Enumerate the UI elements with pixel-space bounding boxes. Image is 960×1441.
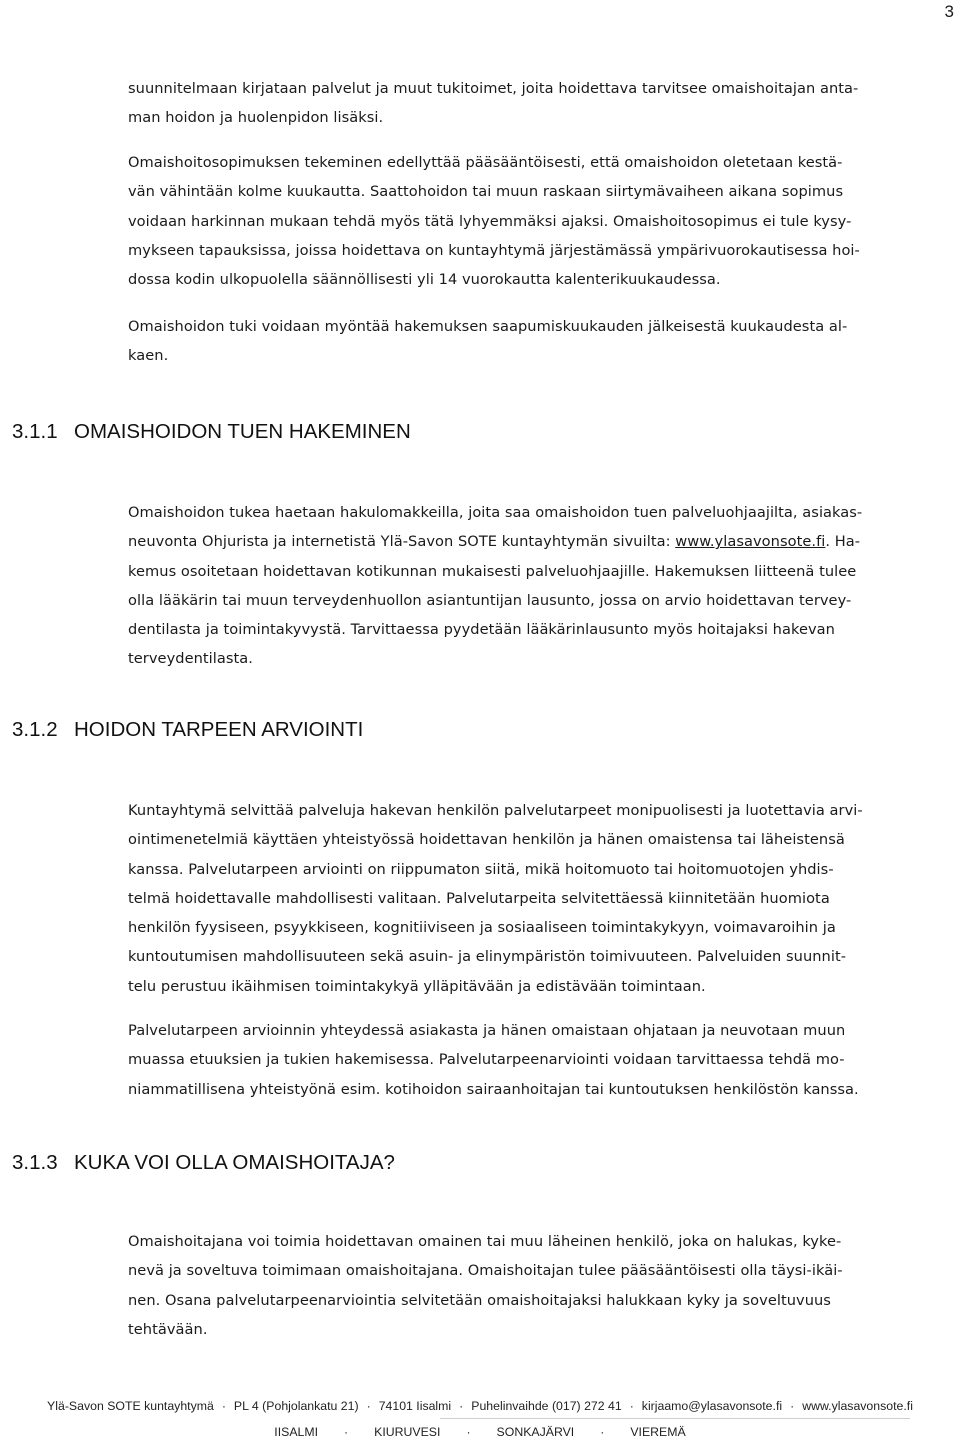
footer-address: PL 4 (Pohjolankatu 21) [233,1399,359,1413]
footer-phone: Puhelinvaihde (017) 272 41 [471,1399,622,1413]
text-line-with-link [128,527,936,556]
text-line: muassa etuuksien ja tukien hakemisessa. Palvelutarpeenarviointi voidaan tarvittaessa tehdä mo- [128,1051,845,1069]
section-title: KUKA VOI OLLA OMAISHOITAJA? [74,1151,395,1174]
section-3-1-3-body [128,1227,936,1344]
text-line: henkilön fyysiseen, psyykkiseen, kognitiiviseen ja sosiaaliseen toimintakykyyn, voimavaroihin ja [128,919,836,937]
section-title: HOIDON TARPEEN ARVIOINTI [74,718,364,741]
intro-paragraph-3 [128,312,936,371]
text-line: Palvelutarpeen arvioinnin yhteydessä asiakasta ja hänen omaistaan ohjataan ja neuvotaan muun [128,1022,846,1039]
text-line: kuntoutumisen mahdollisuuteen sekä asuin- ja elinympäristön toimivuuteen. Palveluiden suunnit- [128,948,847,966]
section-number: 3.1.1 [12,420,58,443]
text-line: vän vähintään kolme kuukautta. Saattohoidon tai muun raskaan siirtymävaiheen aikana sopimus [128,183,844,201]
text-line: olla lääkärin tai muun terveydenhuollon asiantuntijan lausunto, jossa on arvio hoidettavan tervey- [128,591,852,609]
footer-separator: · [790,1399,795,1413]
footer-town: SONKAJÄRVI [496,1425,575,1439]
text-line: kaen. [128,347,169,365]
footer-web[interactable]: www.ylasavonsote.fi [802,1399,913,1413]
footer-org: Ylä-Savon SOTE kuntayhtymä [47,1399,214,1413]
text-fragment: neuvonta Ohjurista ja internetistä Ylä-Savon SOTE kuntayhtymän sivuilta: [128,533,676,551]
footer-town: IISALMI [274,1425,319,1439]
text-line: ointimenetelmiä käyttäen yhteistyössä hoidettavan henkilön ja hänen omaistensa tai läheistensä [128,831,845,849]
text-line: man hoidon ja huolenpidon lisäksi. [128,109,384,127]
text-line: nevä ja soveltuva toimimaan omaishoitajana. Omaishoitajan tulee pääsääntöisesti olla täysi-ikäi- [128,1262,843,1280]
text-fragment: . Ha- [825,533,861,551]
footer-separator: · [344,1425,349,1439]
footer-rule [440,1418,910,1419]
section-heading-3-1-2 [12,718,363,742]
text-line: telmä hoidettavalle mahdollisesti valitaan. Palvelutarpeita selvitettäessä kiinnitetään huomiota [128,889,830,907]
footer-town: KIURUVESI [374,1425,441,1439]
text-line: telu perustuu ikäihmisen toimintakykyä ylläpitävään ja edistävään toimintaan. [128,977,706,995]
website-link[interactable]: www.ylasavonsote.fi [675,533,826,551]
text-line: Omaishoidon tukea haetaan hakulomakkeilla, joita saa omaishoidon tuen palveluohjaajilta, asiakas- [128,504,863,521]
footer-contact-line [0,1399,960,1413]
footer-email[interactable]: kirjaamo@ylasavonsote.fi [641,1399,783,1413]
footer-separator: · [629,1399,634,1413]
section-heading-3-1-3 [12,1151,395,1175]
text-line: kanssa. Palvelutarpeen arviointi on riippumaton siitä, mikä hoitomuoto tai hoitomuotojen yhdis- [128,860,834,878]
text-line: voidaan harkinnan mukaan tehdä myös tätä lyhyemmäksi ajaksi. Omaishoitosopimus ei tule kysy- [128,212,852,230]
intro-paragraph-2 [128,148,936,294]
footer-towns-line [0,1425,960,1439]
text-line: nen. Osana palvelutarpeenarviointia selvitetään omaishoitajaksi halukkaan kyky ja soveltuvuus [128,1291,831,1309]
footer-separator: · [221,1399,226,1413]
page-number: 3 [944,2,954,21]
footer-postal: 74101 Iisalmi [378,1399,452,1413]
text-line: tehtävään. [128,1320,208,1338]
text-line: mykseen tapauksissa, joissa hoidettava on kuntayhtymä järjestämässä ympärivuorokautisessa hoi- [128,241,860,259]
text-line: kemus osoitetaan hoidettavan kotikunnan mukaisesti palveluohjaajille. Hakemuksen liitteenä tulee [128,562,857,580]
text-line: Omaishoidon tuki voidaan myöntää hakemuksen saapumiskuukauden jälkeisestä kuukaudesta al- [128,318,848,335]
text-line: niammatillisena yhteistyönä esim. kotihoidon sairaanhoitajan tai kuntoutuksen henkilöstön kanssa. [128,1080,859,1098]
section-3-1-1-body [128,498,936,674]
text-line: suunnitelmaan kirjataan palvelut ja muut tukitoimet, joita hoidettava tarvitsee omaishoitajan anta- [128,80,859,97]
section-3-1-2-paragraph-1 [128,796,936,1001]
footer-separator: · [366,1399,371,1413]
footer-separator: · [600,1425,605,1439]
text-line: Omaishoitosopimuksen tekeminen edellyttää pääsääntöisesti, että omaishoidon oletetaan kestä- [128,154,843,171]
text-line: dentilasta ja toimintakyvystä. Tarvittaessa pyydetään lääkärinlausunto myös hoitajaksi hakevan [128,621,835,639]
text-line: terveydentilasta. [128,650,253,668]
section-number: 3.1.3 [12,1151,58,1174]
text-line: Kuntayhtymä selvittää palveluja hakevan henkilön palvelutarpeet monipuolisesti ja luotettavia arvi- [128,802,863,819]
text-line: dossa kodin ulkopuolella säännöllisesti yli 14 vuorokautta kalenterikuukaudessa. [128,271,721,289]
section-3-1-2-paragraph-2 [128,1016,936,1104]
footer-separator: · [459,1399,464,1413]
section-number: 3.1.2 [12,718,58,741]
text-line: Omaishoitajana voi toimia hoidettavan omainen tai muu läheinen henkilö, joka on halukas, kyke- [128,1233,842,1250]
intro-paragraph-1 [128,74,936,133]
section-heading-3-1-1 [12,420,411,444]
section-title: OMAISHOIDON TUEN HAKEMINEN [74,420,411,443]
footer-town: VIEREMÄ [630,1425,686,1439]
footer-separator: · [466,1425,471,1439]
